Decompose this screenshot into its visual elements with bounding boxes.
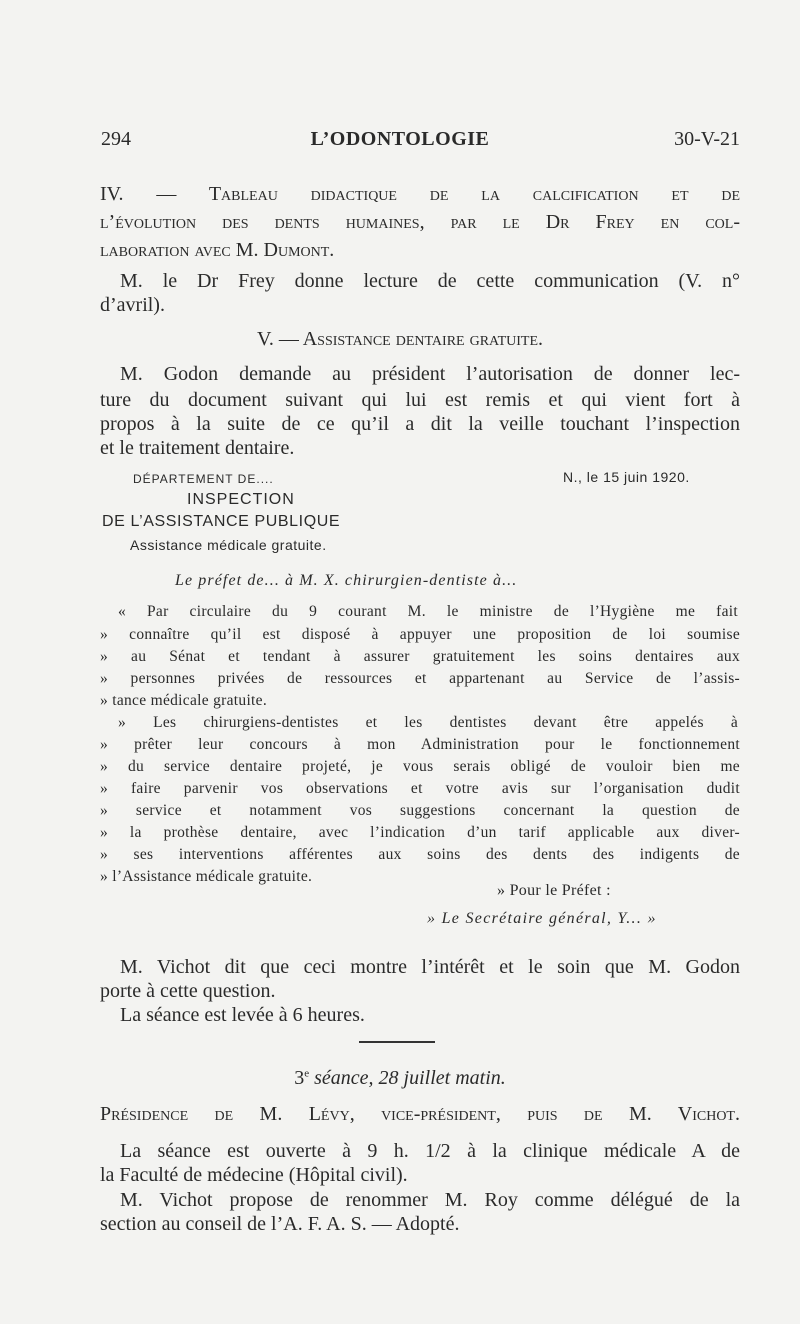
- presidence-line: Présidence de M. Lévy, vice-président, puis de M. Vichot.: [100, 1103, 740, 1125]
- letter-line-3: » au Sénat et tendant à assurer gratuitement les soins dentaires aux: [100, 648, 740, 665]
- roy-paragraph-line-2: section au conseil de l’A. F. A. S. — Adopté.: [100, 1213, 460, 1235]
- roy-paragraph-line-1: M. Vichot propose de renommer M. Roy comme délégué de la: [120, 1189, 740, 1211]
- letter-line-13: » l’Assistance médicale gratuite.: [100, 868, 313, 885]
- ouverture-line-2: la Faculté de médecine (Hôpital civil).: [100, 1164, 408, 1186]
- issue-date: 30-V-21: [674, 128, 740, 150]
- letter-line-8: » du service dentaire projeté, je vous serais obligé de vouloir bien me: [100, 758, 740, 775]
- vichot-paragraph-line-2: porte à cette question.: [100, 980, 276, 1002]
- godon-paragraph-line-3: propos à la suite de ce qu’il a dit la veille touchant l’inspection: [100, 413, 740, 435]
- letter-assistance-medicale: Assistance médicale gratuite.: [130, 537, 327, 553]
- section-iv-line-3: laboration avec M. Dumont.: [100, 239, 335, 261]
- section-iv-line-2: l’évolution des dents humaines, par le Dr Frey en col-: [100, 211, 740, 233]
- letter-line-10: » service et notamment vos suggestions concernant la question de: [100, 802, 740, 819]
- letter-line-2: » connaître qu’il est disposé à appuyer une proposition de loi soumise: [100, 626, 740, 643]
- section-v-heading: V. — Assistance dentaire gratuite.: [256, 328, 544, 350]
- session-ordinal-suffix: e: [304, 1067, 310, 1080]
- letter-closing-prefect: » Pour le Préfet :: [497, 882, 611, 899]
- letter-salutation: Le préfet de... à M. X. chirurgien-dentiste à...: [175, 572, 518, 589]
- letter-closing-secretary: » Le Secrétaire général, Y... »: [427, 910, 657, 927]
- session-number: 3: [294, 1067, 305, 1089]
- letter-inspection: INSPECTION: [187, 491, 295, 508]
- godon-paragraph-line-2: ture du document suivant qui lui est remis et qui vient fort à: [100, 389, 740, 411]
- vichot-paragraph-line-1: M. Vichot dit que ceci montre l’intérêt et le soin que M. Godon: [120, 956, 740, 978]
- letter-line-1: « Par circulaire du 9 courant M. le ministre de l’Hygiène me fait: [118, 603, 738, 620]
- letter-assistance-publique: DE L’ASSISTANCE PUBLIQUE: [102, 513, 341, 530]
- section-divider: [359, 1041, 435, 1043]
- letter-line-4: » personnes privées de ressources et appartenant au Service de l’assis-: [100, 670, 740, 687]
- godon-paragraph-line-1: M. Godon demande au président l’autorisation de donner lec-: [120, 363, 740, 385]
- letter-line-7: » prêter leur concours à mon Administration pour le fonctionnement: [100, 736, 740, 753]
- letter-department: DÉPARTEMENT DE....: [133, 472, 274, 486]
- letter-line-12: » ses interventions afférentes aux soins des dents des indigents de: [100, 846, 740, 863]
- letter-line-5: » tance médicale gratuite.: [100, 692, 268, 709]
- session-rest: séance, 28 juillet matin.: [309, 1067, 506, 1089]
- letter-place-date: N., le 15 juin 1920.: [563, 469, 690, 485]
- seance-levee: La séance est levée à 6 heures.: [120, 1004, 365, 1026]
- third-session-title: [0, 1067, 800, 1090]
- letter-line-6: » Les chirurgiens-dentistes et les dentistes devant être appelés à: [118, 714, 738, 731]
- ouverture-line-1: La séance est ouverte à 9 h. 1/2 à la clinique médicale A de: [120, 1140, 740, 1162]
- section-iv-line-1: IV. — Tableau didactique de la calcification et de: [100, 183, 740, 205]
- godon-paragraph-line-4: et le traitement dentaire.: [100, 437, 295, 459]
- letter-line-9: » faire parvenir vos observations et votre avis sur l’organisation dudit: [100, 780, 740, 797]
- frey-paragraph-line-1: M. le Dr Frey donne lecture de cette communication (V. n°: [120, 270, 740, 292]
- letter-line-11: » la prothèse dentaire, avec l’indication d’un tarif applicable aux diver-: [100, 824, 740, 841]
- journal-title: L’ODONTOLOGIE: [310, 128, 490, 150]
- page-number: 294: [101, 128, 131, 150]
- frey-paragraph-line-2: d’avril).: [100, 294, 165, 316]
